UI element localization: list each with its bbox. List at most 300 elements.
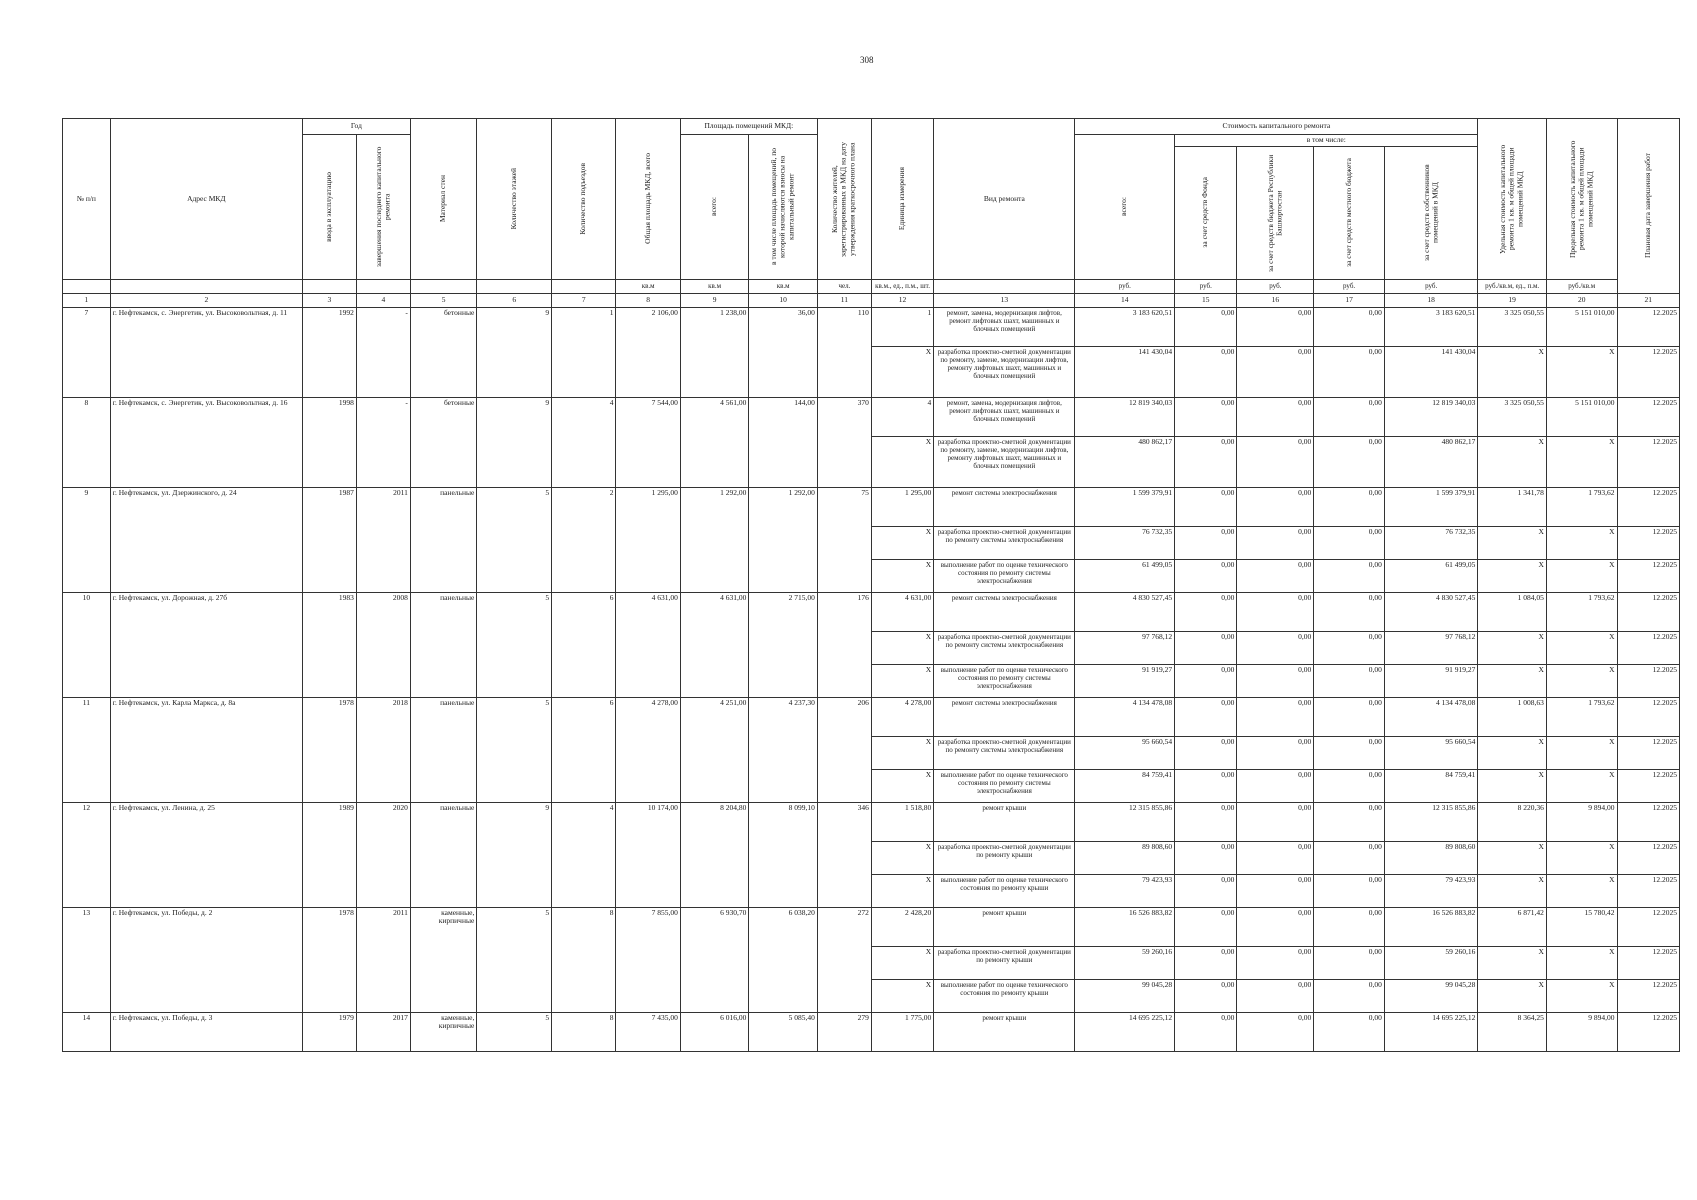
cost-local: 0,00: [1314, 907, 1385, 946]
cost-fund: 0,00: [1175, 346, 1237, 397]
cost-total: 1 599 379,91: [1075, 487, 1175, 526]
year-last-repair: -: [356, 307, 410, 397]
premises-area: 4 251,00: [680, 697, 749, 802]
header-premises: Площадь помещений МКД:: [680, 119, 817, 135]
cost-republic: 0,00: [1237, 631, 1314, 664]
cost-local: 0,00: [1314, 841, 1385, 874]
cost-local: 0,00: [1314, 874, 1385, 907]
cost-owners: 16 526 883,82: [1384, 907, 1478, 946]
cost-owners: 89 808,60: [1384, 841, 1478, 874]
max-cost: X: [1546, 526, 1617, 559]
premises-area: 1 238,00: [680, 307, 749, 397]
cost-local: 0,00: [1314, 397, 1385, 436]
cost-fund: 0,00: [1175, 631, 1237, 664]
cost-republic: 0,00: [1237, 697, 1314, 736]
cost-republic: 0,00: [1237, 802, 1314, 841]
cost-local: 0,00: [1314, 769, 1385, 802]
header-work-type: Вид ремонта: [934, 119, 1075, 280]
cost-owners: 14 695 225,12: [1384, 1012, 1478, 1051]
building-address: г. Нефтекамск, с. Энергетик, ул. Высоковольтная, д. 11: [110, 307, 302, 397]
column-index: 4: [356, 293, 410, 307]
cost-republic: 0,00: [1237, 526, 1314, 559]
unit-cell: чел.: [817, 279, 871, 293]
work-type: ремонт, замена, модернизация лифтов, ремонт лифтовых шахт, машинных и блочных помещений: [934, 307, 1075, 346]
work-type: разработка проектно-сметной документации по ремонту системы электроснабжения: [934, 631, 1075, 664]
planned-date: 12.2025: [1617, 397, 1679, 436]
cost-fund: 0,00: [1175, 697, 1237, 736]
building-address: г. Нефтекамск, ул. Победы, д. 3: [110, 1012, 302, 1051]
residents-count: 272: [817, 907, 871, 1012]
max-cost: X: [1546, 736, 1617, 769]
premises-funded-area: 6 038,20: [749, 907, 818, 1012]
wall-material: панельные: [410, 592, 476, 697]
unit-cost: 1 341,78: [1478, 487, 1547, 526]
column-index: 6: [477, 293, 552, 307]
table-row: [63, 907, 1680, 946]
unit-cell: [110, 279, 302, 293]
work-type: разработка проектно-сметной документации по ремонту, замене, модернизации лифтов, ремонту лифтовых шахт, машинных и блочных помещений: [934, 346, 1075, 397]
total-area: 4 631,00: [616, 592, 680, 697]
unit-value: 1 518,80: [871, 802, 933, 841]
column-index: 18: [1384, 293, 1478, 307]
year-commission: 1987: [302, 487, 356, 592]
cost-local: 0,00: [1314, 592, 1385, 631]
cost-fund: 0,00: [1175, 664, 1237, 697]
cost-total: 76 732,35: [1075, 526, 1175, 559]
work-type: выполнение работ по оценке технического состояния по ремонту крыши: [934, 979, 1075, 1012]
cost-republic: 0,00: [1237, 769, 1314, 802]
cost-republic: 0,00: [1237, 1012, 1314, 1051]
unit-cell: кв.м: [680, 279, 749, 293]
unit-cost: X: [1478, 736, 1547, 769]
cost-owners: 141 430,04: [1384, 346, 1478, 397]
planned-date: 12.2025: [1617, 841, 1679, 874]
header-premises-total: всего:: [709, 197, 719, 217]
cost-local: 0,00: [1314, 559, 1385, 592]
row-number: 13: [63, 907, 111, 1012]
total-area: 7 544,00: [616, 397, 680, 487]
unit-value: X: [871, 631, 933, 664]
column-index: 12: [871, 293, 933, 307]
max-cost: 9 894,00: [1546, 1012, 1617, 1051]
cost-owners: 76 732,35: [1384, 526, 1478, 559]
header-cost: Стоимость капитального ремонта: [1075, 119, 1478, 135]
entrances-count: 8: [552, 907, 616, 1012]
column-index: 16: [1237, 293, 1314, 307]
cost-total: 99 045,28: [1075, 979, 1175, 1012]
cost-republic: 0,00: [1237, 907, 1314, 946]
unit-cell: [477, 279, 552, 293]
cost-total: 79 423,93: [1075, 874, 1175, 907]
premises-funded-area: 36,00: [749, 307, 818, 397]
cost-fund: 0,00: [1175, 307, 1237, 346]
cost-local: 0,00: [1314, 631, 1385, 664]
cost-local: 0,00: [1314, 697, 1385, 736]
unit-cell: [552, 279, 616, 293]
header-cost-republic: за счет средств бюджета Республики Башкортостан: [1265, 154, 1284, 272]
max-cost: 5 151 010,00: [1546, 307, 1617, 346]
unit-cell: руб.: [1237, 279, 1314, 293]
premises-area: 6 930,70: [680, 907, 749, 1012]
unit-cell: [410, 279, 476, 293]
header-cost-total: всего:: [1119, 197, 1129, 217]
unit-cost: X: [1478, 526, 1547, 559]
year-commission: 1983: [302, 592, 356, 697]
building-address: г. Нефтекамск, ул. Ленина, д. 25: [110, 802, 302, 907]
unit-value: X: [871, 736, 933, 769]
year-commission: 1979: [302, 1012, 356, 1051]
max-cost: 15 780,42: [1546, 907, 1617, 946]
unit-value: X: [871, 346, 933, 397]
unit-cell: [63, 279, 111, 293]
wall-material: панельные: [410, 802, 476, 907]
header-residents: Количество жителей, зарегистрированных в МКД на дату утверждения краткосрочного плана: [830, 141, 857, 257]
residents-count: 110: [817, 307, 871, 397]
year-last-repair: 2020: [356, 802, 410, 907]
unit-cost: X: [1478, 946, 1547, 979]
planned-date: 12.2025: [1617, 307, 1679, 346]
max-cost: 5 151 010,00: [1546, 397, 1617, 436]
entrances-count: 4: [552, 802, 616, 907]
column-index: 17: [1314, 293, 1385, 307]
table-row: [63, 307, 1680, 346]
unit-cost: 8 220,36: [1478, 802, 1547, 841]
max-cost: X: [1546, 631, 1617, 664]
unit-cell: руб.: [1314, 279, 1385, 293]
floors-count: 5: [477, 697, 552, 802]
cost-fund: 0,00: [1175, 559, 1237, 592]
header-premises-funded: в том числе площадь помещений, по которой начисляются взносы на капитальный ремонт: [769, 148, 796, 266]
cost-republic: 0,00: [1237, 664, 1314, 697]
work-type: разработка проектно-сметной документации по ремонту системы электроснабжения: [934, 526, 1075, 559]
wall-material: бетонные: [410, 307, 476, 397]
unit-cost: X: [1478, 436, 1547, 487]
max-cost: X: [1546, 346, 1617, 397]
cost-local: 0,00: [1314, 664, 1385, 697]
planned-date: 12.2025: [1617, 346, 1679, 397]
unit-value: X: [871, 946, 933, 979]
cost-owners: 12 315 855,86: [1384, 802, 1478, 841]
unit-cell: руб.: [1075, 279, 1175, 293]
floors-count: 5: [477, 907, 552, 1012]
cost-local: 0,00: [1314, 436, 1385, 487]
cost-republic: 0,00: [1237, 346, 1314, 397]
unit-cost: X: [1478, 769, 1547, 802]
cost-republic: 0,00: [1237, 487, 1314, 526]
work-type: ремонт крыши: [934, 802, 1075, 841]
cost-total: 14 695 225,12: [1075, 1012, 1175, 1051]
entrances-count: 1: [552, 307, 616, 397]
unit-value: 4 631,00: [871, 592, 933, 631]
year-last-repair: 2011: [356, 487, 410, 592]
floors-count: 9: [477, 802, 552, 907]
work-type: ремонт, замена, модернизация лифтов, ремонт лифтовых шахт, машинных и блочных помещений: [934, 397, 1075, 436]
residents-count: 206: [817, 697, 871, 802]
column-index: 1: [63, 293, 111, 307]
cost-total: 97 768,12: [1075, 631, 1175, 664]
max-cost: 9 894,00: [1546, 802, 1617, 841]
header-year: Год: [302, 119, 410, 135]
premises-area: 1 292,00: [680, 487, 749, 592]
unit-cell: кв.м: [749, 279, 818, 293]
max-cost: X: [1546, 841, 1617, 874]
floors-count: 5: [477, 592, 552, 697]
work-type: выполнение работ по оценке технического состояния по ремонту крыши: [934, 874, 1075, 907]
header-address: Адрес МКД: [110, 119, 302, 280]
cost-local: 0,00: [1314, 346, 1385, 397]
column-index: 10: [749, 293, 818, 307]
floors-count: 5: [477, 1012, 552, 1051]
header-n: № п/п: [63, 119, 111, 280]
wall-material: панельные: [410, 487, 476, 592]
cost-republic: 0,00: [1237, 559, 1314, 592]
unit-value: 2 428,20: [871, 907, 933, 946]
column-index: 21: [1617, 293, 1679, 307]
unit-value: 1: [871, 307, 933, 346]
unit-cell: руб./кв.м: [1546, 279, 1617, 293]
planned-date: 12.2025: [1617, 907, 1679, 946]
planned-date: 12.2025: [1617, 769, 1679, 802]
cost-local: 0,00: [1314, 487, 1385, 526]
cost-total: 89 808,60: [1075, 841, 1175, 874]
header-year-last-repair: завершения последнего капитального ремонта: [373, 146, 392, 267]
cost-fund: 0,00: [1175, 736, 1237, 769]
total-area: 1 295,00: [616, 487, 680, 592]
premises-area: 4 561,00: [680, 397, 749, 487]
planned-date: 12.2025: [1617, 559, 1679, 592]
year-last-repair: 2008: [356, 592, 410, 697]
cost-total: 91 919,27: [1075, 664, 1175, 697]
cost-total: 12 819 340,03: [1075, 397, 1175, 436]
premises-funded-area: 2 715,00: [749, 592, 818, 697]
planned-date: 12.2025: [1617, 664, 1679, 697]
row-number: 9: [63, 487, 111, 592]
work-type: выполнение работ по оценке технического состояния по ремонту системы электроснабжения: [934, 769, 1075, 802]
premises-area: 8 204,80: [680, 802, 749, 907]
unit-cell: [934, 279, 1075, 293]
cost-fund: 0,00: [1175, 979, 1237, 1012]
premises-area: 6 016,00: [680, 1012, 749, 1051]
header-cost-fund: за счет средств Фонда: [1200, 177, 1210, 248]
column-index: 9: [680, 293, 749, 307]
cost-owners: 61 499,05: [1384, 559, 1478, 592]
year-commission: 1978: [302, 697, 356, 802]
residents-count: 346: [817, 802, 871, 907]
cost-owners: 4 134 478,08: [1384, 697, 1478, 736]
cost-fund: 0,00: [1175, 397, 1237, 436]
cost-fund: 0,00: [1175, 769, 1237, 802]
work-type: разработка проектно-сметной документации по ремонту системы электроснабжения: [934, 736, 1075, 769]
table-row: [63, 487, 1680, 526]
unit-value: X: [871, 526, 933, 559]
year-last-repair: 2011: [356, 907, 410, 1012]
max-cost: X: [1546, 874, 1617, 907]
planned-date: 12.2025: [1617, 592, 1679, 631]
cost-fund: 0,00: [1175, 592, 1237, 631]
column-index: 20: [1546, 293, 1617, 307]
max-cost: X: [1546, 946, 1617, 979]
cost-republic: 0,00: [1237, 397, 1314, 436]
column-index: 2: [110, 293, 302, 307]
building-address: г. Нефтекамск, ул. Победы, д. 2: [110, 907, 302, 1012]
residents-count: 176: [817, 592, 871, 697]
repair-plan-table: [62, 118, 1680, 1052]
floors-count: 5: [477, 487, 552, 592]
work-type: ремонт крыши: [934, 907, 1075, 946]
entrances-count: 2: [552, 487, 616, 592]
planned-date: 12.2025: [1617, 979, 1679, 1012]
planned-date: 12.2025: [1617, 802, 1679, 841]
cost-local: 0,00: [1314, 307, 1385, 346]
max-cost: X: [1546, 559, 1617, 592]
wall-material: каменные, кирпичные: [410, 1012, 476, 1051]
row-number: 7: [63, 307, 111, 397]
header-year-commission: ввода в эксплуатацию: [324, 171, 334, 242]
work-type: ремонт системы электроснабжения: [934, 592, 1075, 631]
cost-owners: 12 819 340,03: [1384, 397, 1478, 436]
column-index: 15: [1175, 293, 1237, 307]
residents-count: 279: [817, 1012, 871, 1051]
unit-cell: кв.м: [616, 279, 680, 293]
cost-republic: 0,00: [1237, 841, 1314, 874]
planned-date: 12.2025: [1617, 526, 1679, 559]
cost-owners: 95 660,54: [1384, 736, 1478, 769]
premises-area: 4 631,00: [680, 592, 749, 697]
work-type: разработка проектно-сметной документации по ремонту, замене, модернизации лифтов, ремонту лифтовых шахт, машинных и блочных помещений: [934, 436, 1075, 487]
unit-cost: 3 325 050,55: [1478, 397, 1547, 436]
cost-total: 3 183 620,51: [1075, 307, 1175, 346]
cost-fund: 0,00: [1175, 841, 1237, 874]
cost-republic: 0,00: [1237, 946, 1314, 979]
floors-count: 9: [477, 307, 552, 397]
unit-value: X: [871, 841, 933, 874]
header-unit-cost: Удельная стоимость капитального ремонта 1 кв. м общей площади помещений МКД: [1498, 144, 1525, 254]
cost-total: 4 830 527,45: [1075, 592, 1175, 631]
premises-funded-area: 5 085,40: [749, 1012, 818, 1051]
column-index: 19: [1478, 293, 1547, 307]
year-last-repair: 2017: [356, 1012, 410, 1051]
cost-local: 0,00: [1314, 979, 1385, 1012]
cost-local: 0,00: [1314, 1012, 1385, 1051]
planned-date: 12.2025: [1617, 697, 1679, 736]
cost-fund: 0,00: [1175, 907, 1237, 946]
wall-material: панельные: [410, 697, 476, 802]
cost-total: 480 862,17: [1075, 436, 1175, 487]
row-number: 14: [63, 1012, 111, 1051]
header-planned-date: Плановая дата завершения работ: [1642, 153, 1652, 259]
header-cost-local: за счет средств местного бюджета: [1343, 158, 1353, 268]
year-last-repair: -: [356, 397, 410, 487]
unit-cost: X: [1478, 841, 1547, 874]
header-entrances: Количество подъездов: [578, 162, 588, 235]
building-address: г. Нефтекамск, ул. Дорожная, д. 27б: [110, 592, 302, 697]
unit-cost: X: [1478, 664, 1547, 697]
unit-value: 4 278,00: [871, 697, 933, 736]
cost-republic: 0,00: [1237, 592, 1314, 631]
cost-total: 61 499,05: [1075, 559, 1175, 592]
cost-total: 95 660,54: [1075, 736, 1175, 769]
cost-republic: 0,00: [1237, 736, 1314, 769]
work-type: выполнение работ по оценке технического состояния по ремонту системы электроснабжения: [934, 664, 1075, 697]
table-row: [63, 397, 1680, 436]
residents-count: 75: [817, 487, 871, 592]
max-cost: 1 793,62: [1546, 487, 1617, 526]
max-cost: 1 793,62: [1546, 592, 1617, 631]
unit-value: X: [871, 664, 933, 697]
year-commission: 1998: [302, 397, 356, 487]
cost-owners: 3 183 620,51: [1384, 307, 1478, 346]
cost-fund: 0,00: [1175, 802, 1237, 841]
cost-owners: 4 830 527,45: [1384, 592, 1478, 631]
cost-local: 0,00: [1314, 526, 1385, 559]
table-row: [63, 802, 1680, 841]
cost-owners: 84 759,41: [1384, 769, 1478, 802]
premises-funded-area: 4 237,30: [749, 697, 818, 802]
entrances-count: 8: [552, 1012, 616, 1051]
column-index: 13: [934, 293, 1075, 307]
year-last-repair: 2018: [356, 697, 410, 802]
cost-republic: 0,00: [1237, 874, 1314, 907]
cost-fund: 0,00: [1175, 526, 1237, 559]
cost-owners: 99 045,28: [1384, 979, 1478, 1012]
entrances-count: 6: [552, 697, 616, 802]
cost-local: 0,00: [1314, 736, 1385, 769]
max-cost: X: [1546, 979, 1617, 1012]
unit-value: X: [871, 874, 933, 907]
cost-fund: 0,00: [1175, 436, 1237, 487]
table-row: [63, 697, 1680, 736]
header-floors: Количество этажей: [508, 168, 518, 230]
building-address: г. Нефтекамск, с. Энергетик, ул. Высоковольтная, д. 16: [110, 397, 302, 487]
table-row: [63, 592, 1680, 631]
cost-total: 84 759,41: [1075, 769, 1175, 802]
residents-count: 370: [817, 397, 871, 487]
header-cost-owners: за счет средств собственников помещений в МКД: [1421, 164, 1440, 261]
cost-owners: 79 423,93: [1384, 874, 1478, 907]
max-cost: 1 793,62: [1546, 697, 1617, 736]
unit-cell: кв.м., ед., п.м., шт.: [871, 279, 933, 293]
cost-fund: 0,00: [1175, 1012, 1237, 1051]
cost-local: 0,00: [1314, 802, 1385, 841]
column-index: 3: [302, 293, 356, 307]
unit-cost: 1 084,05: [1478, 592, 1547, 631]
unit-cost: X: [1478, 631, 1547, 664]
header-unit: Единица измерения: [897, 167, 907, 231]
cost-fund: 0,00: [1175, 874, 1237, 907]
total-area: 2 106,00: [616, 307, 680, 397]
work-type: ремонт крыши: [934, 1012, 1075, 1051]
wall-material: бетонные: [410, 397, 476, 487]
total-area: 10 174,00: [616, 802, 680, 907]
cost-owners: 91 919,27: [1384, 664, 1478, 697]
floors-count: 9: [477, 397, 552, 487]
cost-total: 16 526 883,82: [1075, 907, 1175, 946]
unit-cost: X: [1478, 346, 1547, 397]
building-address: г. Нефтекамск, ул. Дзержинского, д. 24: [110, 487, 302, 592]
cost-owners: 59 260,16: [1384, 946, 1478, 979]
building-address: г. Нефтекамск, ул. Карла Маркса, д. 8а: [110, 697, 302, 802]
unit-value: X: [871, 436, 933, 487]
cost-fund: 0,00: [1175, 946, 1237, 979]
planned-date: 12.2025: [1617, 736, 1679, 769]
cost-owners: 1 599 379,91: [1384, 487, 1478, 526]
header-incl: в том числе:: [1175, 135, 1478, 147]
row-number: 12: [63, 802, 111, 907]
planned-date: 12.2025: [1617, 631, 1679, 664]
cost-republic: 0,00: [1237, 436, 1314, 487]
unit-value: X: [871, 559, 933, 592]
total-area: 7 435,00: [616, 1012, 680, 1051]
